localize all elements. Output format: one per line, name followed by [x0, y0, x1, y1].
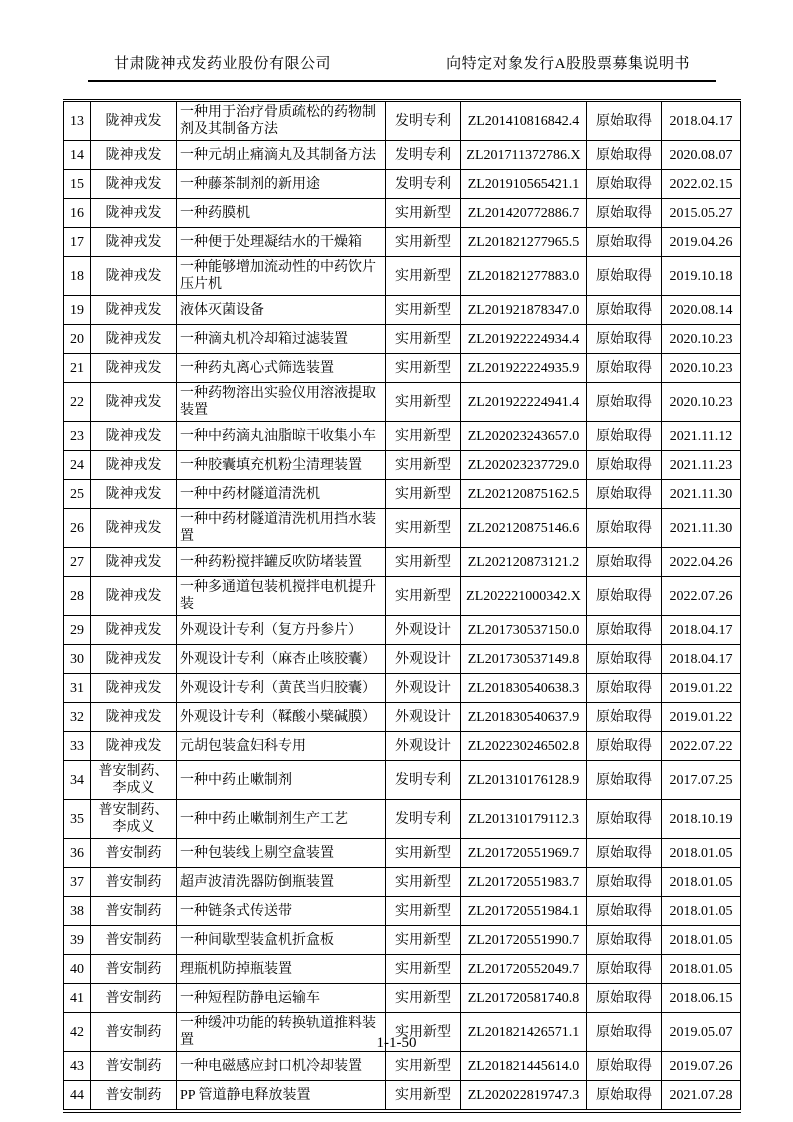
cell-patent-type: 外观设计: [386, 616, 461, 645]
cell-row-number: 16: [64, 199, 91, 228]
cell-patent-owner: 普安制药、李成义: [91, 800, 177, 839]
cell-patent-name: 外观设计专利（黄芪当归胶囊）: [177, 674, 386, 703]
cell-patent-owner: 普安制药、李成义: [91, 761, 177, 800]
cell-row-number: 37: [64, 868, 91, 897]
cell-patent-owner: 陇神戎发: [91, 228, 177, 257]
table-row: [64, 800, 741, 839]
table-row: [64, 955, 741, 984]
cell-acquisition-method: 原始取得: [587, 984, 662, 1013]
cell-patent-number: ZL202230246502.8: [461, 732, 587, 761]
cell-patent-type: 实用新型: [386, 325, 461, 354]
cell-patent-name: 一种便于处理凝结水的干燥箱: [177, 228, 386, 257]
cell-patent-type: 外观设计: [386, 645, 461, 674]
cell-row-number: 13: [64, 101, 91, 141]
cell-patent-name: 一种药粉搅拌罐反吹防堵装置: [177, 548, 386, 577]
cell-patent-owner: 陇神戎发: [91, 422, 177, 451]
cell-row-number: 29: [64, 616, 91, 645]
cell-row-number: 30: [64, 645, 91, 674]
cell-patent-type: 实用新型: [386, 868, 461, 897]
cell-patent-number: ZL201821445614.0: [461, 1052, 587, 1081]
page-footer: [0, 1035, 793, 1052]
table-row: [64, 548, 741, 577]
cell-patent-type: 发明专利: [386, 170, 461, 199]
table-row: [64, 325, 741, 354]
cell-row-number: 39: [64, 926, 91, 955]
cell-patent-type: 实用新型: [386, 839, 461, 868]
cell-patent-number: ZL201921878347.0: [461, 296, 587, 325]
table-row: [64, 616, 741, 645]
cell-acquisition-method: 原始取得: [587, 325, 662, 354]
cell-patent-type: 外观设计: [386, 674, 461, 703]
cell-grant-date: 2018.01.05: [662, 839, 741, 868]
cell-patent-owner: 普安制药: [91, 955, 177, 984]
cell-patent-name: 一种中药材隧道清洗机: [177, 480, 386, 509]
cell-patent-name: 一种短程防静电运输车: [177, 984, 386, 1013]
cell-patent-name: 一种中药止嗽制剂生产工艺: [177, 800, 386, 839]
cell-patent-name: 一种藤茶制剂的新用途: [177, 170, 386, 199]
table-row: [64, 257, 741, 296]
table-row: [64, 228, 741, 257]
table-row: [64, 383, 741, 422]
cell-patent-number: ZL202022819747.3: [461, 1081, 587, 1112]
cell-grant-date: 2022.02.15: [662, 170, 741, 199]
cell-patent-owner: 普安制药: [91, 868, 177, 897]
cell-row-number: 20: [64, 325, 91, 354]
cell-patent-type: 实用新型: [386, 577, 461, 616]
cell-row-number: 40: [64, 955, 91, 984]
table-row: [64, 101, 741, 141]
cell-grant-date: 2017.07.25: [662, 761, 741, 800]
cell-patent-type: 实用新型: [386, 257, 461, 296]
cell-grant-date: 2018.01.05: [662, 897, 741, 926]
cell-patent-type: 实用新型: [386, 1013, 461, 1052]
cell-acquisition-method: 原始取得: [587, 761, 662, 800]
cell-patent-type: 实用新型: [386, 199, 461, 228]
cell-acquisition-method: 原始取得: [587, 839, 662, 868]
cell-row-number: 21: [64, 354, 91, 383]
cell-patent-owner: 陇神戎发: [91, 509, 177, 548]
cell-patent-number: ZL201720581740.8: [461, 984, 587, 1013]
cell-acquisition-method: 原始取得: [587, 732, 662, 761]
cell-row-number: 34: [64, 761, 91, 800]
cell-row-number: 44: [64, 1081, 91, 1112]
cell-patent-owner: 陇神戎发: [91, 101, 177, 141]
cell-acquisition-method: 原始取得: [587, 674, 662, 703]
cell-patent-number: ZL201830540638.3: [461, 674, 587, 703]
cell-row-number: 36: [64, 839, 91, 868]
cell-grant-date: 2018.04.17: [662, 101, 741, 141]
cell-patent-type: 发明专利: [386, 761, 461, 800]
cell-patent-number: ZL202221000342.X: [461, 577, 587, 616]
cell-grant-date: 2021.11.30: [662, 480, 741, 509]
cell-patent-owner: 陇神戎发: [91, 674, 177, 703]
cell-row-number: 26: [64, 509, 91, 548]
cell-patent-type: 实用新型: [386, 897, 461, 926]
cell-patent-name: 一种电磁感应封口机冷却装置: [177, 1052, 386, 1081]
cell-acquisition-method: 原始取得: [587, 926, 662, 955]
cell-patent-number: ZL201420772886.7: [461, 199, 587, 228]
cell-row-number: 23: [64, 422, 91, 451]
cell-patent-owner: 陇神戎发: [91, 354, 177, 383]
cell-acquisition-method: 原始取得: [587, 577, 662, 616]
cell-patent-type: 发明专利: [386, 800, 461, 839]
cell-grant-date: 2020.08.07: [662, 141, 741, 170]
cell-patent-type: 实用新型: [386, 926, 461, 955]
table-row: [64, 199, 741, 228]
cell-grant-date: 2018.04.17: [662, 616, 741, 645]
cell-patent-number: ZL201720552049.7: [461, 955, 587, 984]
cell-row-number: 42: [64, 1013, 91, 1052]
cell-patent-owner: 陇神戎发: [91, 199, 177, 228]
table-row: [64, 839, 741, 868]
cell-row-number: 25: [64, 480, 91, 509]
cell-row-number: 24: [64, 451, 91, 480]
cell-patent-name: 一种能够增加流动性的中药饮片压片机: [177, 257, 386, 296]
cell-patent-name: 一种药膜机: [177, 199, 386, 228]
cell-grant-date: 2018.04.17: [662, 645, 741, 674]
cell-patent-name: 一种药丸离心式筛选装置: [177, 354, 386, 383]
cell-patent-name: 一种中药滴丸油脂晾干收集小车: [177, 422, 386, 451]
cell-patent-owner: 陇神戎发: [91, 616, 177, 645]
cell-acquisition-method: 原始取得: [587, 509, 662, 548]
cell-patent-owner: 普安制药: [91, 984, 177, 1013]
cell-patent-name: 超声波清洗器防倒瓶装置: [177, 868, 386, 897]
cell-grant-date: 2019.01.22: [662, 703, 741, 732]
cell-patent-owner: 陇神戎发: [91, 170, 177, 199]
table-row: [64, 645, 741, 674]
cell-patent-owner: 陇神戎发: [91, 732, 177, 761]
patent-table: [63, 99, 741, 1113]
cell-acquisition-method: 原始取得: [587, 1013, 662, 1052]
cell-patent-number: ZL201730537150.0: [461, 616, 587, 645]
cell-patent-name: 一种缓冲功能的转换轨道推料装置: [177, 1013, 386, 1052]
cell-patent-number: ZL201310179112.3: [461, 800, 587, 839]
cell-grant-date: 2015.05.27: [662, 199, 741, 228]
cell-grant-date: 2019.05.07: [662, 1013, 741, 1052]
table-row: [64, 480, 741, 509]
cell-acquisition-method: 原始取得: [587, 422, 662, 451]
table-row: [64, 1052, 741, 1081]
cell-patent-number: ZL201910565421.1: [461, 170, 587, 199]
cell-patent-number: ZL201821277883.0: [461, 257, 587, 296]
cell-patent-type: 发明专利: [386, 141, 461, 170]
cell-patent-number: ZL202023243657.0: [461, 422, 587, 451]
cell-patent-owner: 普安制药: [91, 1081, 177, 1112]
cell-patent-number: ZL201711372786.X: [461, 141, 587, 170]
cell-patent-type: 外观设计: [386, 703, 461, 732]
cell-patent-type: 发明专利: [386, 101, 461, 141]
cell-grant-date: 2022.07.22: [662, 732, 741, 761]
cell-patent-owner: 陇神戎发: [91, 480, 177, 509]
cell-patent-owner: 普安制药: [91, 897, 177, 926]
cell-patent-owner: 陇神戎发: [91, 645, 177, 674]
cell-acquisition-method: 原始取得: [587, 1052, 662, 1081]
cell-acquisition-method: 原始取得: [587, 296, 662, 325]
cell-row-number: 35: [64, 800, 91, 839]
table-row: [64, 868, 741, 897]
cell-acquisition-method: 原始取得: [587, 354, 662, 383]
table-row: [64, 926, 741, 955]
cell-grant-date: 2020.10.23: [662, 383, 741, 422]
cell-acquisition-method: 原始取得: [587, 257, 662, 296]
page-number: 1-1-50: [376, 1035, 417, 1051]
cell-acquisition-method: 原始取得: [587, 703, 662, 732]
table-row: [64, 1081, 741, 1112]
cell-row-number: 32: [64, 703, 91, 732]
table-row: [64, 170, 741, 199]
cell-patent-type: 实用新型: [386, 451, 461, 480]
cell-patent-number: ZL201720551983.7: [461, 868, 587, 897]
cell-acquisition-method: 原始取得: [587, 616, 662, 645]
table-row: [64, 897, 741, 926]
cell-grant-date: 2018.10.19: [662, 800, 741, 839]
cell-patent-number: ZL201922224941.4: [461, 383, 587, 422]
cell-patent-name: 理瓶机防掉瓶装置: [177, 955, 386, 984]
table-row: [64, 984, 741, 1013]
cell-patent-number: ZL202120873121.2: [461, 548, 587, 577]
cell-grant-date: 2019.04.26: [662, 228, 741, 257]
cell-acquisition-method: 原始取得: [587, 170, 662, 199]
cell-grant-date: 2018.01.05: [662, 926, 741, 955]
cell-row-number: 19: [64, 296, 91, 325]
cell-patent-name: 一种元胡止痛滴丸及其制备方法: [177, 141, 386, 170]
cell-patent-number: ZL202023237729.0: [461, 451, 587, 480]
cell-grant-date: 2018.06.15: [662, 984, 741, 1013]
cell-patent-number: ZL201410816842.4: [461, 101, 587, 141]
cell-grant-date: 2019.07.26: [662, 1052, 741, 1081]
cell-patent-owner: 陇神戎发: [91, 296, 177, 325]
cell-patent-name: 一种中药材隧道清洗机用挡水装置: [177, 509, 386, 548]
cell-patent-owner: 普安制药: [91, 1052, 177, 1081]
cell-patent-number: ZL202120875162.5: [461, 480, 587, 509]
cell-acquisition-method: 原始取得: [587, 800, 662, 839]
cell-patent-number: ZL201922224935.9: [461, 354, 587, 383]
cell-grant-date: 2019.01.22: [662, 674, 741, 703]
cell-patent-number: ZL201821426571.1: [461, 1013, 587, 1052]
cell-patent-owner: 陇神戎发: [91, 548, 177, 577]
table-row: [64, 451, 741, 480]
cell-patent-name: 一种链条式传送带: [177, 897, 386, 926]
cell-patent-type: 实用新型: [386, 548, 461, 577]
cell-row-number: 27: [64, 548, 91, 577]
cell-row-number: 38: [64, 897, 91, 926]
table-row: [64, 577, 741, 616]
page-header: [88, 52, 716, 82]
cell-patent-number: ZL201720551969.7: [461, 839, 587, 868]
cell-patent-type: 实用新型: [386, 984, 461, 1013]
cell-patent-number: ZL201720551984.1: [461, 897, 587, 926]
cell-patent-name: 元胡包装盒妇科专用: [177, 732, 386, 761]
cell-acquisition-method: 原始取得: [587, 548, 662, 577]
cell-acquisition-method: 原始取得: [587, 480, 662, 509]
cell-patent-type: 实用新型: [386, 296, 461, 325]
patent-table-body: [64, 101, 741, 1112]
cell-acquisition-method: 原始取得: [587, 199, 662, 228]
cell-acquisition-method: 原始取得: [587, 868, 662, 897]
table-row: [64, 141, 741, 170]
cell-patent-owner: 陇神戎发: [91, 451, 177, 480]
cell-grant-date: 2020.10.23: [662, 325, 741, 354]
cell-patent-number: ZL202120875146.6: [461, 509, 587, 548]
cell-grant-date: 2019.10.18: [662, 257, 741, 296]
cell-row-number: 14: [64, 141, 91, 170]
cell-patent-type: 实用新型: [386, 383, 461, 422]
cell-acquisition-method: 原始取得: [587, 451, 662, 480]
cell-patent-type: 实用新型: [386, 480, 461, 509]
cell-row-number: 43: [64, 1052, 91, 1081]
table-row: [64, 732, 741, 761]
header-document-title: 向特定对象发行A股股票募集说明书: [446, 56, 690, 72]
cell-acquisition-method: 原始取得: [587, 228, 662, 257]
cell-patent-owner: 普安制药: [91, 926, 177, 955]
cell-row-number: 18: [64, 257, 91, 296]
cell-patent-number: ZL201730537149.8: [461, 645, 587, 674]
cell-grant-date: 2018.01.05: [662, 868, 741, 897]
cell-grant-date: 2018.01.05: [662, 955, 741, 984]
cell-row-number: 22: [64, 383, 91, 422]
cell-patent-name: PP 管道静电释放装置: [177, 1081, 386, 1112]
cell-patent-name: 一种用于治疗骨质疏松的药物制剂及其制备方法: [177, 101, 386, 141]
cell-patent-number: ZL201310176128.9: [461, 761, 587, 800]
cell-patent-type: 实用新型: [386, 228, 461, 257]
cell-acquisition-method: 原始取得: [587, 645, 662, 674]
cell-grant-date: 2021.11.12: [662, 422, 741, 451]
cell-patent-number: ZL201830540637.9: [461, 703, 587, 732]
cell-patent-owner: 陇神戎发: [91, 141, 177, 170]
cell-row-number: 41: [64, 984, 91, 1013]
cell-row-number: 31: [64, 674, 91, 703]
cell-patent-name: 一种中药止嗽制剂: [177, 761, 386, 800]
cell-acquisition-method: 原始取得: [587, 383, 662, 422]
cell-patent-name: 一种多通道包装机搅拌电机提升装: [177, 577, 386, 616]
cell-grant-date: 2021.11.30: [662, 509, 741, 548]
cell-patent-owner: 陇神戎发: [91, 703, 177, 732]
cell-patent-name: 一种胶囊填充机粉尘清理装置: [177, 451, 386, 480]
cell-patent-name: 外观设计专利（麻杏止咳胶囊）: [177, 645, 386, 674]
cell-patent-name: 外观设计专利（鞣酸小檗碱膜）: [177, 703, 386, 732]
cell-acquisition-method: 原始取得: [587, 897, 662, 926]
cell-row-number: 33: [64, 732, 91, 761]
cell-patent-number: ZL201720551990.7: [461, 926, 587, 955]
cell-patent-name: 液体灭菌设备: [177, 296, 386, 325]
cell-patent-type: 外观设计: [386, 732, 461, 761]
cell-patent-type: 实用新型: [386, 1052, 461, 1081]
table-row: [64, 509, 741, 548]
table-row: [64, 761, 741, 800]
cell-patent-name: 一种包装线上剔空盒装置: [177, 839, 386, 868]
cell-patent-type: 实用新型: [386, 955, 461, 984]
cell-patent-type: 实用新型: [386, 422, 461, 451]
cell-patent-owner: 陇神戎发: [91, 383, 177, 422]
cell-patent-number: ZL201821277965.5: [461, 228, 587, 257]
cell-grant-date: 2022.04.26: [662, 548, 741, 577]
table-row: [64, 703, 741, 732]
cell-patent-owner: 普安制药: [91, 1013, 177, 1052]
cell-row-number: 28: [64, 577, 91, 616]
cell-row-number: 17: [64, 228, 91, 257]
cell-grant-date: 2021.11.23: [662, 451, 741, 480]
cell-acquisition-method: 原始取得: [587, 141, 662, 170]
cell-patent-type: 实用新型: [386, 1081, 461, 1112]
cell-patent-name: 外观设计专利（复方丹参片）: [177, 616, 386, 645]
cell-patent-type: 实用新型: [386, 509, 461, 548]
cell-grant-date: 2020.08.14: [662, 296, 741, 325]
cell-patent-owner: 普安制药: [91, 839, 177, 868]
cell-patent-type: 实用新型: [386, 354, 461, 383]
cell-patent-name: 一种间歇型装盒机折盒板: [177, 926, 386, 955]
cell-acquisition-method: 原始取得: [587, 1081, 662, 1112]
cell-grant-date: 2022.07.26: [662, 577, 741, 616]
cell-patent-number: ZL201922224934.4: [461, 325, 587, 354]
table-row: [64, 422, 741, 451]
table-row: [64, 674, 741, 703]
cell-patent-name: 一种滴丸机冷却箱过滤装置: [177, 325, 386, 354]
cell-patent-name: 一种药物溶出实验仪用溶液提取装置: [177, 383, 386, 422]
cell-patent-owner: 陇神戎发: [91, 577, 177, 616]
cell-row-number: 15: [64, 170, 91, 199]
cell-patent-owner: 陇神戎发: [91, 257, 177, 296]
table-row: [64, 354, 741, 383]
cell-acquisition-method: 原始取得: [587, 101, 662, 141]
cell-grant-date: 2021.07.28: [662, 1081, 741, 1112]
cell-patent-owner: 陇神戎发: [91, 325, 177, 354]
cell-grant-date: 2020.10.23: [662, 354, 741, 383]
table-row: [64, 296, 741, 325]
header-company-name: 甘肃陇神戎发药业股份有限公司: [114, 56, 332, 72]
cell-acquisition-method: 原始取得: [587, 955, 662, 984]
